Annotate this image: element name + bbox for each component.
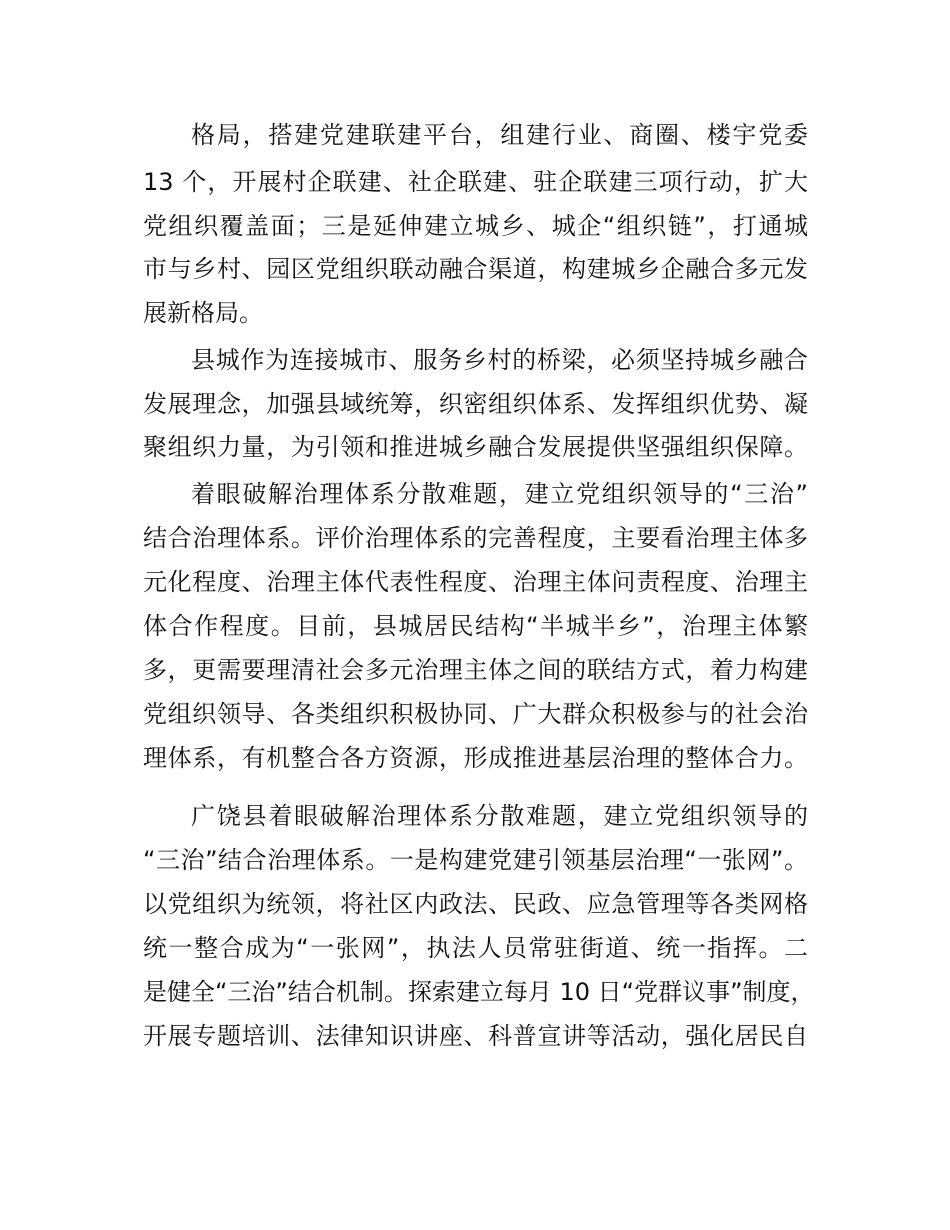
text-line: 是健全“三治”结合机制。探索建立每月 10 日“党群议事”制度， [143,978,815,1006]
text-line: 着眼破解治理体系分散难题，建立党组织领导的“三治” [191,480,808,508]
text-line: 聚组织力量，为引领和推进城乡融合发展提供坚强组织保障。 [143,433,808,461]
text-line: 元化程度、治理主体代表性程度、治理主体问责程度、治理主 [143,568,808,596]
text-line: 市与乡村、园区党组织联动融合渠道，构建城乡企融合多元发 [143,255,808,283]
text-line: 13 个，开展村企联建、社企联建、驻企联建三项行动，扩大 [143,168,808,196]
text-line: “三治”结合治理体系。一是构建党建引领基层治理“一张网”。 [143,846,808,874]
text-line: 发展理念，加强县域统筹，织密组织体系、发挥组织优势、凝 [143,390,808,418]
text-line: 以党组织为统领，将社区内政法、民政、应急管理等各类网格 [143,890,808,918]
text-line: 结合治理体系。评价治理体系的完善程度，主要看治理主体多 [143,524,808,552]
text-line: 广饶县着眼破解治理体系分散难题，建立党组织领导的 [191,802,808,830]
text-line: 多，更需要理清社会多元治理主体之间的联结方式，着力构建 [143,656,808,684]
text-line: 开展专题培训、法律知识讲座、科普宣讲等活动，强化居民自 [143,1022,808,1050]
text-line: 县城作为连接城市、服务乡村的桥梁，必须坚持城乡融合 [191,346,808,374]
text-line: 格局，搭建党建联建平台，组建行业、商圈、楼宇党委 [191,121,808,149]
text-line: 统一整合成为“一张网”，执法人员常驻街道、统一指挥。二 [143,934,808,962]
text-line: 体合作程度。目前，县城居民结构“半城半乡”，治理主体繁 [143,612,808,640]
text-line: 理体系，有机整合各方资源，形成推进基层治理的整体合力。 [143,744,808,772]
text-line: 党组织覆盖面；三是延伸建立城乡、城企“组织链”，打通城 [143,212,808,240]
text-line: 展新格局。 [143,299,263,327]
text-line: 党组织领导、各类组织积极协同、广大群众积极参与的社会治 [143,700,808,728]
